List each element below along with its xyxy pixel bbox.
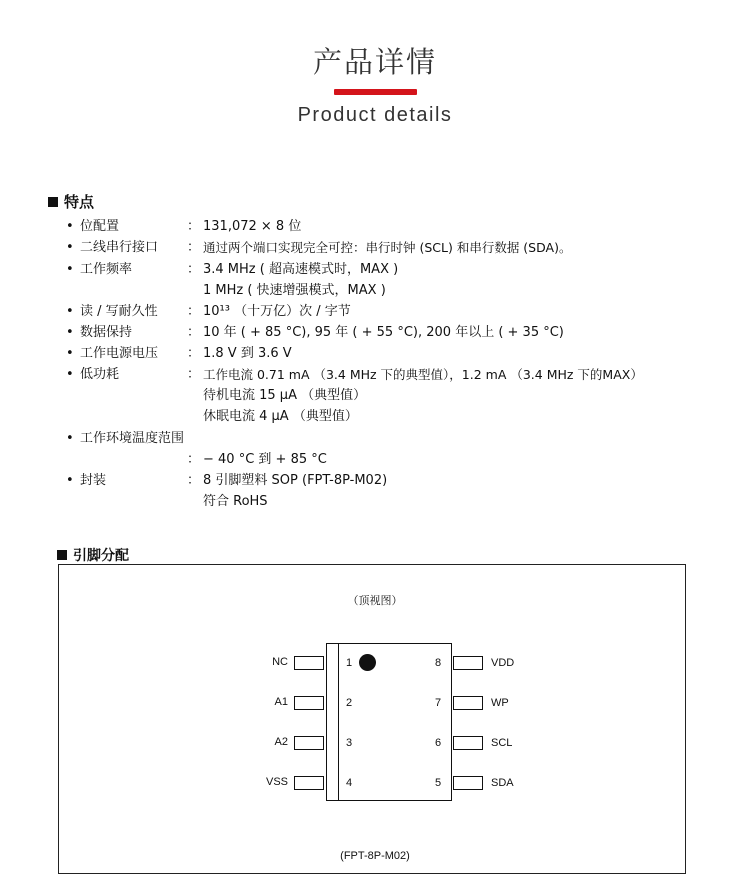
- feature-value: 1 MHz ( 快速增强模式，MAX ): [203, 283, 386, 298]
- bullet-icon: •: [66, 262, 74, 277]
- feature-colon: ：: [187, 452, 201, 467]
- bullet-icon: •: [66, 473, 74, 488]
- feature-colon: ：: [187, 367, 201, 382]
- feature-label: 低功耗: [80, 367, 120, 382]
- pin-lead: [294, 656, 324, 670]
- feature-value: 10¹³ （十万亿）次 / 字节: [203, 304, 351, 319]
- feature-value: 休眠电流 4 μA （典型值）: [203, 409, 358, 424]
- features-heading: [48, 191, 94, 212]
- page-title: 产品详情: [312, 45, 437, 79]
- pin-number: 8: [435, 657, 442, 669]
- pin-number: 4: [346, 777, 353, 789]
- bullet-icon: •: [66, 325, 74, 340]
- chip-edge-line: [338, 643, 339, 801]
- feature-value: 10 年 ( + 85 °C), 95 年 ( + 55 °C), 200 年以上 ( + 35 °C): [203, 325, 564, 340]
- pin-number: 6: [435, 737, 442, 749]
- features-heading-text: 特点: [64, 193, 95, 211]
- square-bullet-icon: [48, 197, 58, 207]
- feature-colon: ：: [187, 304, 201, 319]
- pin-lead: [453, 776, 483, 790]
- pinout-heading: [57, 545, 129, 565]
- pin-lead: [294, 776, 324, 790]
- chip-body: [326, 643, 452, 801]
- feature-colon: ：: [187, 473, 201, 488]
- square-bullet-icon: [57, 550, 67, 560]
- pin-number: 1: [346, 657, 353, 669]
- feature-label: 工作电源电压: [80, 346, 159, 361]
- pin-number: 3: [346, 737, 353, 749]
- feature-value: 8 引脚塑料 SOP (FPT-8P-M02): [203, 473, 388, 488]
- feature-colon: ：: [187, 219, 201, 234]
- bullet-icon: •: [66, 431, 74, 446]
- pin1-marker-icon: [359, 654, 376, 671]
- feature-value: − 40 °C 到 + 85 °C: [203, 452, 327, 467]
- title-underline: [334, 89, 417, 95]
- bullet-icon: •: [66, 219, 74, 234]
- pinout-heading-text: 引脚分配: [73, 548, 129, 564]
- pin-lead: [294, 736, 324, 750]
- feature-colon: ：: [187, 325, 201, 340]
- pin-name-right: SDA: [491, 777, 514, 789]
- feature-colon: ：: [187, 346, 201, 361]
- top-view-label: （顶视图）: [347, 595, 403, 607]
- feature-label: 封装: [80, 473, 107, 488]
- pin-lead: [453, 736, 483, 750]
- feature-label: 二线串行接口: [80, 240, 159, 255]
- bullet-icon: •: [66, 367, 74, 382]
- feature-value: 通过两个端口实现完全可控：串行时钟 (SCL) 和串行数据 (SDA)。: [203, 240, 572, 255]
- pin-lead: [453, 656, 483, 670]
- feature-colon: ：: [187, 240, 201, 255]
- feature-value: 工作电流 0.71 mA （3.4 MHz 下的典型值），1.2 mA （3.4 MHz 下的MAX）: [203, 367, 643, 382]
- pin-name-right: VDD: [491, 657, 515, 669]
- pin-name-left: VSS: [265, 776, 288, 788]
- pin-name-left: NC: [272, 656, 288, 668]
- pin-lead: [294, 696, 324, 710]
- pin-number: 5: [435, 777, 442, 789]
- feature-label: 读 / 写耐久性: [80, 304, 158, 319]
- pin-lead: [453, 696, 483, 710]
- feature-label: 位配置: [80, 219, 120, 234]
- bullet-icon: •: [66, 240, 74, 255]
- bullet-icon: •: [66, 304, 74, 319]
- package-label: (FPT-8P-M02): [340, 850, 410, 862]
- pin-number: 2: [346, 697, 353, 709]
- feature-value: 3.4 MHz ( 超高速模式时，MAX ): [203, 262, 399, 277]
- feature-label: 数据保持: [80, 325, 133, 340]
- pin-name-left: A2: [274, 736, 288, 748]
- feature-label: 工作频率: [80, 262, 133, 277]
- feature-value: 符合 RoHS: [203, 494, 268, 509]
- feature-value: 待机电流 15 μA （典型值）: [203, 388, 367, 403]
- pin-name-left: A1: [274, 696, 288, 708]
- feature-label: 工作环境温度范围: [80, 431, 185, 446]
- pin-name-right: SCL: [491, 737, 513, 749]
- feature-value: 1.8 V 到 3.6 V: [203, 346, 292, 361]
- bullet-icon: •: [66, 346, 74, 361]
- page-subtitle: Product details: [297, 104, 453, 126]
- feature-value: 131,072 × 8 位: [203, 219, 302, 234]
- pin-name-right: WP: [491, 697, 509, 709]
- feature-colon: ：: [187, 262, 201, 277]
- pin-number: 7: [435, 697, 442, 709]
